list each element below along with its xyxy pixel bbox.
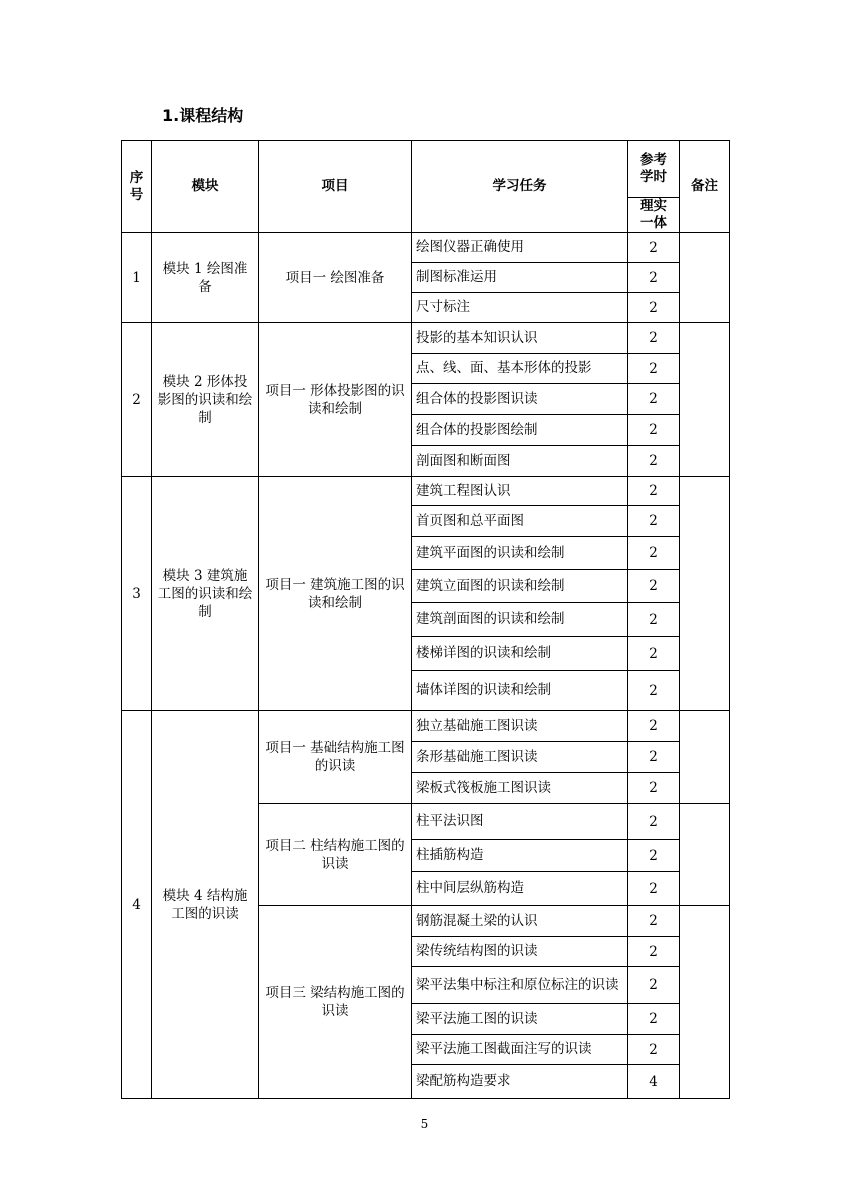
task-cell: 组合体的投影图识读: [412, 384, 628, 415]
task-cell: 梁平法集中标注和原位标注的识读: [412, 967, 628, 1004]
task-cell: 柱平法识图: [412, 804, 628, 840]
task-cell: 建筑平面图的识读和绘制: [412, 537, 628, 570]
hours-cell: 2: [628, 804, 680, 840]
header-task: 学习任务: [412, 141, 628, 233]
hours-cell: 2: [628, 773, 680, 804]
module-seq: 4: [122, 711, 152, 1099]
section-title: 1.课程结构: [162, 106, 244, 125]
hours-cell: 2: [628, 840, 680, 872]
hours-cell: 2: [628, 711, 680, 742]
hours-cell: 2: [628, 570, 680, 603]
hours-cell: 2: [628, 967, 680, 1004]
task-cell: 钢筋混凝土梁的认识: [412, 906, 628, 937]
hours-cell: 2: [628, 354, 680, 384]
hours-cell: 2: [628, 477, 680, 506]
hours-cell: 4: [628, 1065, 680, 1099]
task-cell: 独立基础施工图识读: [412, 711, 628, 742]
page-number: 5: [420, 1117, 429, 1131]
task-cell: 楼梯详图的识读和绘制: [412, 637, 628, 671]
header-note: 备注: [680, 141, 730, 233]
task-cell: 梁平法施工图的识读: [412, 1004, 628, 1035]
note-cell: [680, 323, 730, 477]
table-row: [122, 711, 730, 742]
hours-cell: 2: [628, 671, 680, 711]
task-cell: 梁传统结构图的识读: [412, 937, 628, 967]
module-seq: 2: [122, 323, 152, 477]
task-cell: 梁板式筏板施工图识读: [412, 773, 628, 804]
task-cell: 条形基础施工图识读: [412, 742, 628, 773]
task-cell: 墙体详图的识读和绘制: [412, 671, 628, 711]
task-cell: 组合体的投影图绘制: [412, 415, 628, 446]
note-cell: [680, 477, 730, 711]
project-name: 项目一 形体投影图的识读和绘制: [259, 323, 412, 477]
header-hours: 参考学时: [628, 141, 680, 198]
hours-cell: 2: [628, 906, 680, 937]
project-name: 项目一 基础结构施工图的识读: [259, 711, 412, 804]
task-cell: 尺寸标注: [412, 293, 628, 323]
note-cell: [680, 711, 730, 804]
module-seq: 1: [122, 233, 152, 323]
hours-cell: 2: [628, 323, 680, 354]
header-module: 模块: [152, 141, 259, 233]
hours-cell: 2: [628, 603, 680, 637]
task-cell: 投影的基本知识认识: [412, 323, 628, 354]
task-cell: 柱中间层纵筋构造: [412, 872, 628, 906]
task-cell: 绘图仪器正确使用: [412, 233, 628, 263]
project-name: 项目二 柱结构施工图的识读: [259, 804, 412, 906]
module-name: 模块 1 绘图准备: [152, 233, 259, 323]
task-cell: 梁平法施工图截面注写的识读: [412, 1035, 628, 1065]
module-name: 模块 3 建筑施工图的识读和绘制: [152, 477, 259, 711]
hours-cell: 2: [628, 506, 680, 537]
hours-cell: 2: [628, 742, 680, 773]
header-project: 项目: [259, 141, 412, 233]
note-cell: [680, 233, 730, 323]
task-cell: 建筑工程图认识: [412, 477, 628, 506]
module-seq: 3: [122, 477, 152, 711]
hours-cell: 2: [628, 384, 680, 415]
hours-cell: 2: [628, 1035, 680, 1065]
module-name: 模块 2 形体投影图的识读和绘制: [152, 323, 259, 477]
task-cell: 梁配筋构造要求: [412, 1065, 628, 1099]
project-name: 项目一 绘图准备: [259, 233, 412, 323]
hours-cell: 2: [628, 1004, 680, 1035]
hours-cell: 2: [628, 637, 680, 671]
hours-cell: 2: [628, 263, 680, 293]
hours-cell: 2: [628, 537, 680, 570]
hours-cell: 2: [628, 415, 680, 446]
project-name: 项目三 梁结构施工图的识读: [259, 906, 412, 1099]
table-row: [122, 477, 730, 506]
task-cell: 建筑剖面图的识读和绘制: [412, 603, 628, 637]
project-name: 项目一 建筑施工图的识读和绘制: [259, 477, 412, 711]
task-cell: 建筑立面图的识读和绘制: [412, 570, 628, 603]
task-cell: 制图标准运用: [412, 263, 628, 293]
hours-cell: 2: [628, 937, 680, 967]
table-header-row: [122, 141, 730, 198]
hours-cell: 2: [628, 293, 680, 323]
task-cell: 剖面图和断面图: [412, 446, 628, 477]
hours-cell: 2: [628, 446, 680, 477]
course-structure-table: [121, 140, 730, 1099]
header-seq: 序号: [122, 141, 152, 233]
header-hours-sub: 理实一体: [628, 198, 680, 233]
hours-cell: 2: [628, 872, 680, 906]
task-cell: 点、线、面、基本形体的投影: [412, 354, 628, 384]
task-cell: 柱插筋构造: [412, 840, 628, 872]
note-cell: [680, 804, 730, 906]
hours-cell: 2: [628, 233, 680, 263]
note-cell: [680, 906, 730, 1099]
table-row: [122, 233, 730, 263]
table-row: [122, 323, 730, 354]
module-name: 模块 4 结构施工图的识读: [152, 711, 259, 1099]
task-cell: 首页图和总平面图: [412, 506, 628, 537]
